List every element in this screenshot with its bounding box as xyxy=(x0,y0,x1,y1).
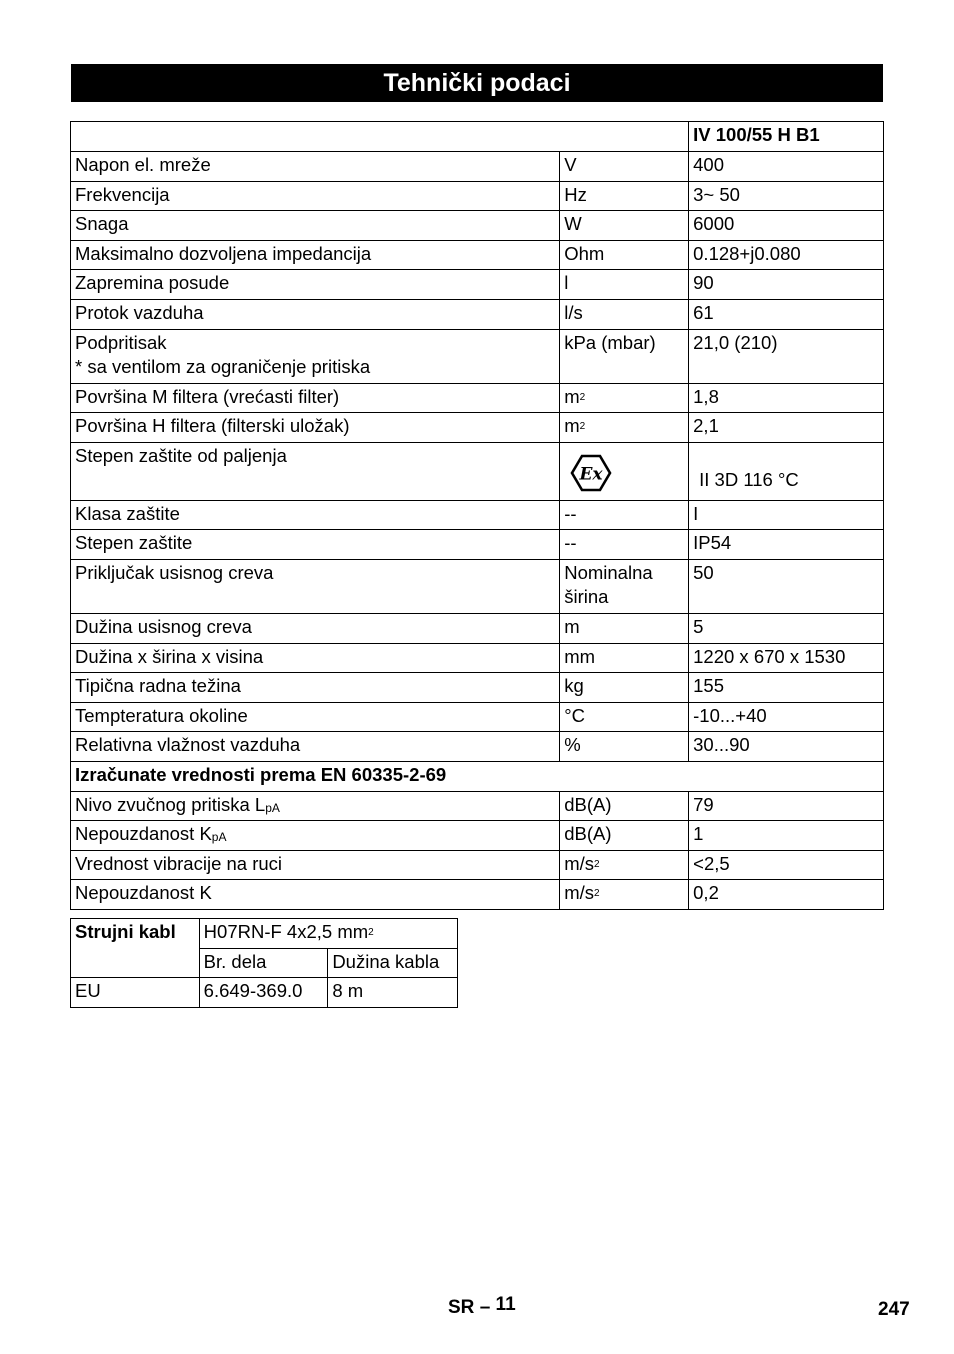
spec-unit: kg xyxy=(560,673,689,703)
spec-unit: °C xyxy=(560,702,689,732)
table-row xyxy=(71,880,884,910)
cable-header: Strujni kabl xyxy=(71,919,200,978)
table-row xyxy=(71,530,884,560)
cable-row-1 xyxy=(71,919,458,949)
spec-unit: kPa (mbar) xyxy=(560,329,689,383)
table-row xyxy=(71,181,884,211)
spec-label: Tempteratura okoline xyxy=(71,702,560,732)
spec-label: Priključak usisnog creva xyxy=(71,559,560,613)
spec-unit: Nominalna širina xyxy=(560,559,689,613)
section-header: Izračunate vrednosti prema EN 60335-2-69 xyxy=(71,761,884,791)
table-row xyxy=(71,152,884,182)
spec-value: <2,5 xyxy=(689,850,884,880)
spec-value: 3~ 50 xyxy=(689,181,884,211)
spec-label: Frekvencija xyxy=(71,181,560,211)
spec-value: 61 xyxy=(689,299,884,329)
table-row xyxy=(71,270,884,300)
cable-length: 8 m xyxy=(328,978,458,1008)
cable-col-part: Br. dela xyxy=(199,948,328,978)
spec-unit: mm xyxy=(560,643,689,673)
spec-value: I xyxy=(689,500,884,530)
table-row xyxy=(71,299,884,329)
cable-part-no: 6.649-369.0 xyxy=(199,978,328,1008)
spec-label: Vrednost vibracije na ruci xyxy=(71,850,560,880)
spec-unit: Ohm xyxy=(560,240,689,270)
spec-value: 6000 xyxy=(689,211,884,241)
table-row xyxy=(71,500,884,530)
table-row xyxy=(71,821,884,851)
spec-unit: dB(A) xyxy=(560,791,689,821)
spec-unit: W xyxy=(560,211,689,241)
spec-label: Klasa zaštite xyxy=(71,500,560,530)
spec-value: 30...90 xyxy=(689,732,884,762)
table-row xyxy=(71,850,884,880)
cable-col-length: Dužina kabla xyxy=(328,948,458,978)
spec-unit: dB(A) xyxy=(560,821,689,851)
table-row xyxy=(71,613,884,643)
page-title: Tehnički podaci xyxy=(71,64,883,102)
model-name: IV 100/55 H B1 xyxy=(689,122,884,152)
spec-label: Nepouzdanost $K_{pA}$ xyxy=(71,821,560,851)
spec-label: Nivo zvučnog pritiska $L_{pA}$ xyxy=(71,791,560,821)
spec-label: Dužina x širina x visina xyxy=(71,643,560,673)
table-row xyxy=(71,329,884,383)
spec-label: Stepen zaštite od paljenja xyxy=(71,442,560,500)
section-header-row xyxy=(71,761,884,791)
spec-label: Zapremina posude xyxy=(71,270,560,300)
cable-type: H07RN-F 4x2,5 $mm^2$ xyxy=(199,919,457,949)
cable-row-3 xyxy=(71,978,458,1008)
technical-data-table xyxy=(70,121,884,910)
spec-value: 0,2 xyxy=(689,880,884,910)
table-row xyxy=(71,211,884,241)
spec-unit: -- xyxy=(560,530,689,560)
table-row xyxy=(71,442,884,500)
spec-label: Podpritisak * sa ventilom za ograničenje pritiska xyxy=(71,329,560,383)
spec-unit: l/s xyxy=(560,299,689,329)
table-row xyxy=(71,643,884,673)
spec-value: 50 xyxy=(689,559,884,613)
table-row xyxy=(71,559,884,613)
spec-unit: -- xyxy=(560,500,689,530)
spec-value: 2,1 xyxy=(689,413,884,443)
spec-unit xyxy=(560,442,689,500)
spec-label: Nepouzdanost K xyxy=(71,880,560,910)
spec-value: 1 xyxy=(689,821,884,851)
spec-value: 0.128+j0.080 xyxy=(689,240,884,270)
spec-unit: $m^2$ xyxy=(560,413,689,443)
spec-value: 21,0 (210) xyxy=(689,329,884,383)
spec-label: Maksimalno dozvoljena impedancija xyxy=(71,240,560,270)
spec-label: Stepen zaštite xyxy=(71,530,560,560)
spec-unit: $m/s^2$ xyxy=(560,850,689,880)
cable-region: EU xyxy=(71,978,200,1008)
spec-unit: l xyxy=(560,270,689,300)
spec-label: Površina H filtera (filterski uložak) xyxy=(71,413,560,443)
spec-value: 5 xyxy=(689,613,884,643)
table-row xyxy=(71,383,884,413)
table-row xyxy=(71,791,884,821)
spec-unit: Hz xyxy=(560,181,689,211)
spec-label: Dužina usisnog creva xyxy=(71,613,560,643)
spec-label: Površina M filtera (vrećasti filter) xyxy=(71,383,560,413)
table-row xyxy=(71,413,884,443)
power-cable-table xyxy=(70,918,458,1008)
table-row xyxy=(71,732,884,762)
spec-unit: V xyxy=(560,152,689,182)
spec-unit: $m^2$ xyxy=(560,383,689,413)
spec-value: 1,8 xyxy=(689,383,884,413)
table-row xyxy=(71,702,884,732)
spec-unit: m xyxy=(560,613,689,643)
ex-explosion-protection-icon xyxy=(570,454,612,492)
table-row xyxy=(71,673,884,703)
spec-value: IP54 xyxy=(689,530,884,560)
spec-unit: % xyxy=(560,732,689,762)
spec-value: 155 xyxy=(689,673,884,703)
spec-unit: $m/s^2$ xyxy=(560,880,689,910)
spec-value: 400 xyxy=(689,152,884,182)
page-number: 247 xyxy=(878,1299,910,1320)
spec-value: 79 xyxy=(689,791,884,821)
spec-label: Napon el. mreže xyxy=(71,152,560,182)
footer-section: SR – 11 xyxy=(448,1294,516,1318)
spec-value: II 3D 116 °C xyxy=(689,442,884,500)
spec-label: Protok vazduha xyxy=(71,299,560,329)
table-header-row xyxy=(71,122,884,152)
spec-label: Tipična radna težina xyxy=(71,673,560,703)
spec-value: -10...+40 xyxy=(689,702,884,732)
spec-label: Snaga xyxy=(71,211,560,241)
table-row xyxy=(71,240,884,270)
spec-value: 90 xyxy=(689,270,884,300)
header-empty-cell xyxy=(71,122,689,152)
spec-value: 1220 x 670 x 1530 xyxy=(689,643,884,673)
svg-text:Ex: Ex xyxy=(579,464,603,485)
spec-label: Relativna vlažnost vazduha xyxy=(71,732,560,762)
